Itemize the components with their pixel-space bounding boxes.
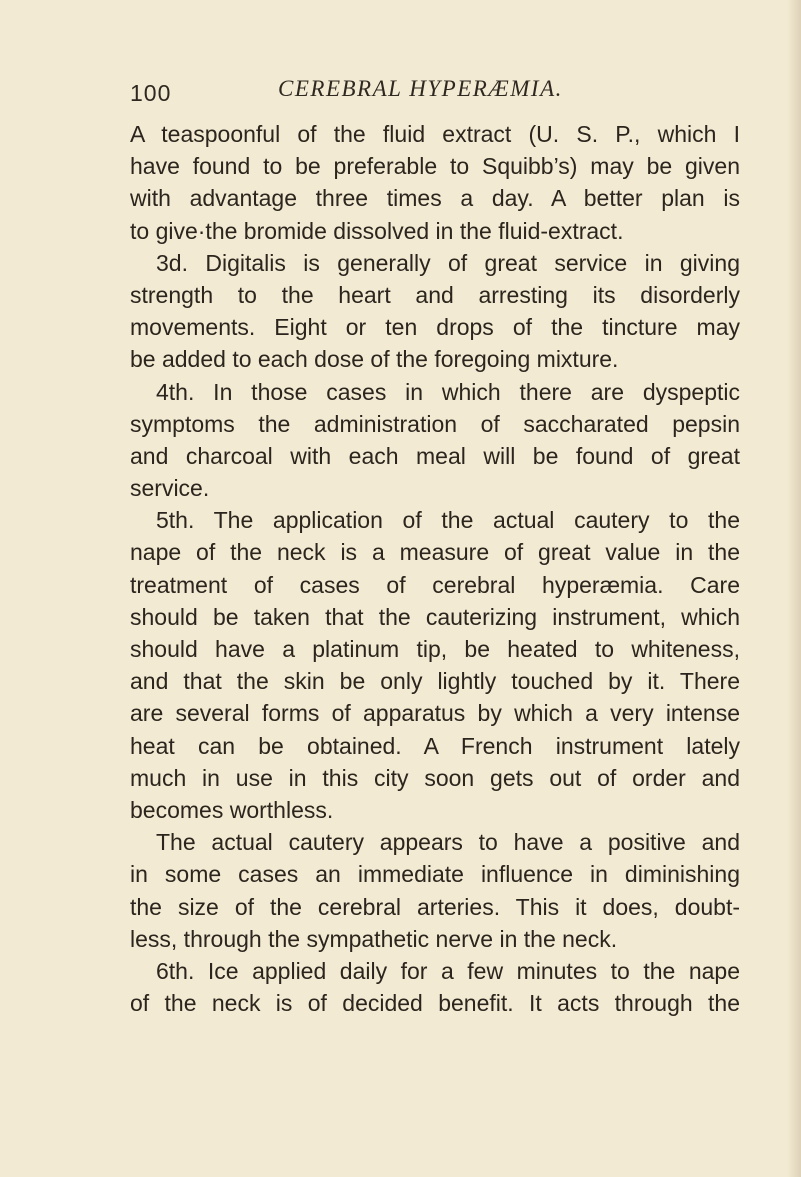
text-line: nape of the neck is a measure of great value in the (130, 539, 740, 566)
text-line: should be taken that the cauterizing instrument, which (130, 603, 740, 630)
running-title: CEREBRAL HYPERÆMIA. (278, 76, 563, 101)
text-line: service. (130, 475, 210, 502)
text-line: movements. Eight or ten drops of the tincture may (130, 314, 740, 341)
text-line: symptoms the administration of saccharated pepsin (130, 410, 740, 437)
text-line: treatment of cases of cerebral hyperæmia. Care (130, 571, 740, 598)
text-line: much in use in this city soon gets out of order and (130, 764, 740, 791)
running-head (130, 76, 690, 116)
page-edge-shadow (787, 0, 801, 1177)
text-line: less, through the sympathetic nerve in the neck. (130, 925, 618, 952)
text-line: strength to the heart and arresting its disorderly (130, 281, 740, 308)
text-line: 6th. Ice applied daily for a few minutes to the nape (156, 957, 740, 984)
text-line: The actual cautery appears to have a positive and (156, 829, 740, 856)
text-line: are several forms of apparatus by which a very intense (130, 700, 740, 727)
text-line: 5th. The application of the actual cautery to the (156, 507, 740, 534)
text-line: should have a platinum tip, be heated to whiteness, (130, 636, 740, 662)
text-line: 3d. Digitalis is generally of great service in giving (156, 249, 740, 276)
text-line: heat can be obtained. A French instrument lately (130, 732, 740, 759)
text-line: to give·the bromide dissolved in the fluid-extract. (130, 217, 624, 244)
text-line: becomes worthless. (130, 796, 334, 823)
text-line: 4th. In those cases in which there are dyspeptic (156, 378, 740, 405)
text-line: A teaspoonful of the fluid extract (U. S. P., which I (130, 121, 740, 147)
page-number: 100 (130, 80, 172, 106)
text-line: the size of the cerebral arteries. This it does, doubt- (130, 893, 740, 920)
text-line: in some cases an immediate influence in diminishing (130, 861, 740, 888)
text-line: with advantage three times a day. A better plan is (130, 185, 740, 212)
body-text (130, 118, 740, 1019)
text-line: and that the skin be only lightly touched by it. There (130, 668, 740, 695)
text-line: of the neck is of decided benefit. It acts through the (130, 990, 740, 1017)
text-line: be added to each dose of the foregoing mixture. (130, 346, 619, 373)
text-line: and charcoal with each meal will be found of great (130, 442, 740, 469)
text-line: have found to be preferable to Squibb’s) may be given (130, 153, 740, 180)
